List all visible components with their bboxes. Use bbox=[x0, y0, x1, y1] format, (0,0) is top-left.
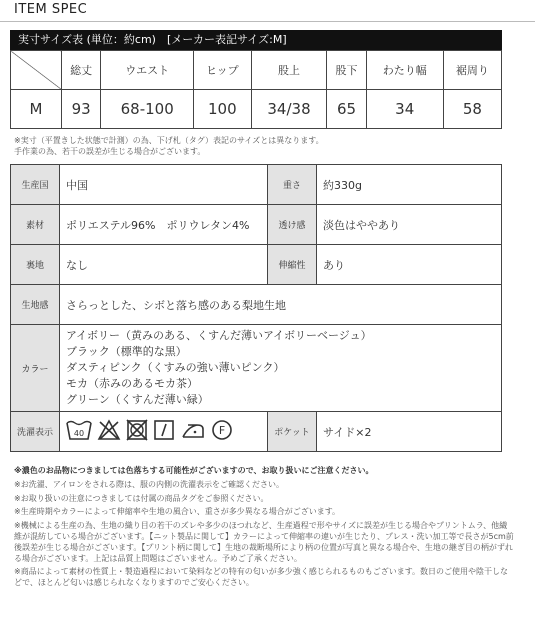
footer-note: ※生産時期やカラーによって伸縮率や生地の風合い、重さが多少異なる場合がございます。 bbox=[14, 507, 341, 517]
wash-symbols bbox=[60, 412, 268, 452]
pocket-value: サイド×2 bbox=[317, 412, 502, 452]
spec-row bbox=[11, 245, 502, 285]
size-table-row bbox=[11, 90, 502, 129]
color-item: グリーン（くすんだ薄い緑） bbox=[66, 393, 209, 406]
color-item: ブラック（標準的な黒） bbox=[66, 345, 187, 358]
dry-clean-icon bbox=[211, 419, 233, 444]
size-header-cell: 股下 bbox=[327, 51, 366, 90]
pocket-label: ポケット bbox=[268, 412, 317, 452]
origin-label: 生産国 bbox=[11, 165, 60, 205]
sheer-value: 淡色はややあり bbox=[317, 205, 502, 245]
measurement-note: ※実寸（平置きした状態で計測）の為、下げ札（タグ）表記のサイズとは異なります。 bbox=[14, 136, 324, 145]
no-bleach-icon bbox=[97, 419, 121, 444]
size-header-cell: ウエスト bbox=[101, 51, 194, 90]
size-header-cell: 総丈 bbox=[62, 51, 101, 90]
stretch-label: 伸縮性 bbox=[268, 245, 317, 285]
footer-note: ※お洗濯、アイロンをされる際は、服の内側の洗濯表示をご確認ください。 bbox=[14, 479, 284, 489]
lining-value: なし bbox=[60, 245, 268, 285]
size-header-cell: わたり幅 bbox=[366, 51, 443, 90]
size-value-cell: 58 bbox=[443, 90, 501, 129]
footer-note: ※機械による生産の為、生地の織り目の若干のズレや多少のほつれなど、生産過程で形やサイズに誤差が生じる場合やプリントムラ、他繊維が混紡している場合がございます。【ニット製品に関して】カラーによって伸縮率の違いが生じたり、プレス・洗い加工等で長さが5cm前後誤差が生じる場合がございます。【プリント柄に関して】生地の裁断場所により柄の位置が写真と異なる場合や、生地の継ぎ目の柄がずれる場合がございます。上記は品質上問題はございません。予めご了承ください。 bbox=[14, 521, 514, 563]
lining-label: 裏地 bbox=[11, 245, 60, 285]
footer-note: ※お取り扱いの注意につきましては付属の商品タグをご参照ください。 bbox=[14, 493, 269, 503]
size-value-cell: 65 bbox=[327, 90, 366, 129]
texture-label: 生地感 bbox=[11, 285, 60, 325]
size-header-cell: 裾周り bbox=[443, 51, 501, 90]
footer-notes bbox=[14, 466, 514, 592]
size-table-header-bar: 実寸サイズ表 (単位：約cm) [メーカー表記サイズ:M] bbox=[10, 30, 502, 50]
size-value-cell: 100 bbox=[194, 90, 252, 129]
origin-value: 中国 bbox=[60, 165, 268, 205]
spec-row bbox=[11, 165, 502, 205]
stretch-value: あり bbox=[317, 245, 502, 285]
measurement-note: 手作業の為、若干の誤差が生じる場合がございます。 bbox=[14, 147, 206, 156]
spec-row bbox=[11, 205, 502, 245]
spec-row bbox=[11, 325, 502, 412]
size-value-cell: 93 bbox=[62, 90, 101, 129]
dry-clean-letter: F bbox=[218, 424, 226, 437]
page-title: ITEM SPEC bbox=[14, 2, 88, 17]
size-table bbox=[10, 50, 502, 129]
footer-note: ※商品によって素材の性質上・製造過程において染料などの特有の匂いが多少強く感じられるものもございます。数日のご使用や陰干しなどで、ほとんど匂いは感じられなくなりますのでご安心ください。 bbox=[14, 567, 509, 588]
material-value: ポリエステル96% ポリウレタン4% bbox=[60, 205, 268, 245]
weight-value: 約330g bbox=[317, 165, 502, 205]
size-table-corner bbox=[11, 51, 62, 90]
color-list bbox=[60, 325, 502, 412]
weight-label: 重さ bbox=[268, 165, 317, 205]
size-table-header-row bbox=[11, 51, 502, 90]
no-tumble-dry-icon bbox=[126, 419, 148, 444]
size-value-cell: 68-100 bbox=[101, 90, 194, 129]
color-item: ダスティピンク（くすみの強い薄いピンク） bbox=[66, 361, 285, 374]
wash-tub-icon bbox=[66, 419, 92, 444]
size-label: M bbox=[11, 90, 62, 129]
wash-label: 洗濯表示 bbox=[11, 412, 60, 452]
color-label: カラー bbox=[11, 325, 60, 412]
size-value-cell: 34/38 bbox=[251, 90, 327, 129]
spec-table bbox=[10, 164, 502, 452]
spec-row bbox=[11, 285, 502, 325]
texture-value: さらっとした、シボと落ち感のある梨地生地 bbox=[60, 285, 502, 325]
iron-icon bbox=[180, 419, 206, 444]
size-value-cell: 34 bbox=[366, 90, 443, 129]
spec-row bbox=[11, 412, 502, 452]
hang-dry-icon bbox=[153, 419, 175, 444]
wash-tub-number: 40 bbox=[73, 429, 85, 438]
sheer-label: 透け感 bbox=[268, 205, 317, 245]
title-divider bbox=[0, 21, 535, 22]
color-item: アイボリー（黄みのある、くすんだ薄いアイボリーベージュ） bbox=[66, 329, 372, 342]
color-item: モカ（赤みのあるモカ茶） bbox=[66, 377, 198, 390]
size-header-cell: 股上 bbox=[251, 51, 327, 90]
footer-note: ※濃色のお品物につきましては色落ちする可能性がございますので、お取り扱いにご注意ください。 bbox=[14, 466, 374, 475]
size-header-cell: ヒップ bbox=[194, 51, 252, 90]
material-label: 素材 bbox=[11, 205, 60, 245]
